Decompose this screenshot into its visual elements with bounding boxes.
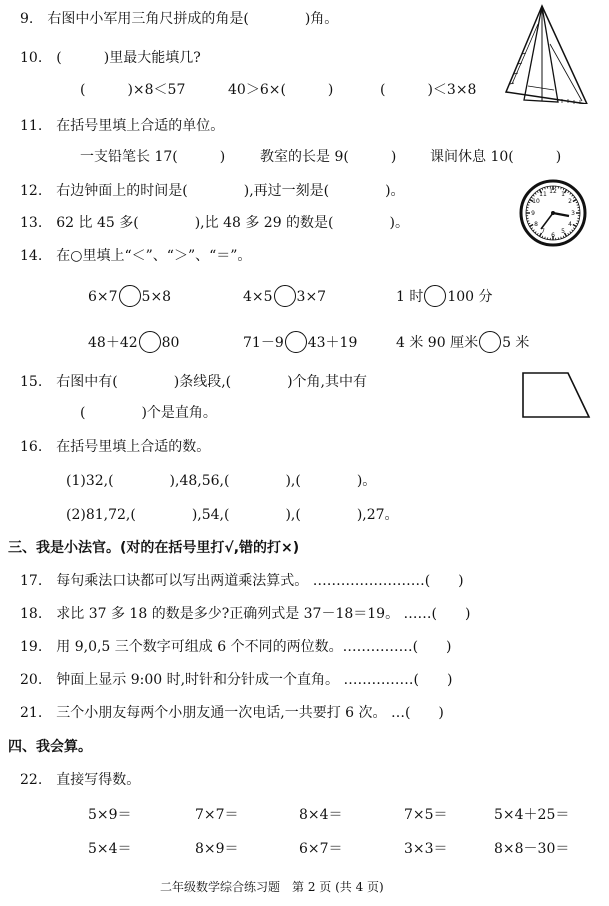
compare-circle[interactable]	[119, 285, 141, 307]
q10-blank-a[interactable]: ( )×8＜57	[80, 82, 186, 98]
section-4-heading: 四、我会算。	[8, 739, 92, 755]
calc-item[interactable]: 3×3＝	[404, 841, 448, 857]
svg-text:10: 10	[532, 198, 540, 205]
compare-circle[interactable]	[274, 285, 296, 307]
svg-text:11: 11	[539, 191, 547, 198]
judge-item-20[interactable]: 20. 钟面上显示 9:00 时,时针和分针成一个直角。 ……………( )	[20, 672, 453, 688]
compare-circle[interactable]	[479, 331, 501, 353]
question-14: 14. 在○里填上“＜”、“＞”、“＝”。	[20, 248, 252, 264]
judge-item-19[interactable]: 19. 用 9,0,5 三个数字可组成 6 个不同的两位数。……………( )	[20, 639, 452, 655]
compare-item: 48＋42 80	[88, 332, 179, 354]
compare-circle[interactable]	[424, 285, 446, 307]
question-13[interactable]: 13. 62 比 45 多( ),比 48 多 29 的数是( )。	[20, 215, 409, 231]
clock-face-figure	[519, 179, 587, 247]
section-3-heading: 三、我是小法官。(对的在括号里打√,错的打×)	[8, 540, 300, 556]
triangle-ruler-figure	[502, 4, 592, 104]
svg-text:7: 7	[541, 228, 545, 235]
question-12[interactable]: 12. 右边钟面上的时间是( ),再过一刻是( )。	[20, 183, 405, 199]
question-9: 9. 右图中小军用三角尺拼成的角是( )角。	[20, 11, 339, 27]
calc-item[interactable]: 7×5＝	[404, 807, 448, 823]
compare-item: 1 时 100 分	[396, 286, 493, 308]
calc-item[interactable]: 7×7＝	[195, 807, 239, 823]
sequence-2[interactable]: (2)81,72,( ),54,( ),( ),27。	[66, 507, 399, 523]
svg-text:2: 2	[568, 198, 572, 205]
compare-circle[interactable]	[139, 331, 161, 353]
svg-text:12: 12	[549, 188, 557, 195]
question-22: 22. 直接写得数。	[20, 772, 141, 788]
judge-item-18[interactable]: 18. 求比 37 多 18 的数是多少?正确列式是 37－18＝19。 ……( )	[20, 606, 471, 622]
compare-item: 71－9 43＋19	[243, 332, 357, 354]
question-11: 11. 在括号里填上合适的单位。	[20, 118, 225, 134]
q11-blank-a[interactable]: 一支铅笔长 17( )	[80, 149, 226, 165]
compare-item: 6×7 5×8	[88, 286, 171, 308]
question-10: 10. ( )里最大能填几?	[20, 50, 201, 66]
compare-item: 4×5 3×7	[243, 286, 326, 308]
sequence-1[interactable]: (1)32,( ),48,56,( ),( )。	[66, 473, 377, 489]
calc-item[interactable]: 5×4＝	[88, 841, 132, 857]
trapezoid-figure	[520, 370, 592, 420]
svg-text:1: 1	[561, 191, 565, 198]
calc-item[interactable]: 8×9＝	[195, 841, 239, 857]
question-16: 16. 在括号里填上合适的数。	[20, 439, 211, 455]
calc-item[interactable]: 5×4＋25＝	[494, 807, 570, 823]
svg-text:3: 3	[571, 210, 575, 217]
svg-text:8: 8	[534, 221, 538, 228]
compare-item: 4 米 90 厘米 5 米	[396, 332, 529, 354]
judge-item-17[interactable]: 17. 每句乘法口诀都可以写出两道乘法算式。 ……………………( )	[20, 573, 464, 589]
q11-blank-b[interactable]: 教室的长是 9( )	[260, 149, 397, 165]
calc-item[interactable]: 8×8－30＝	[494, 841, 570, 857]
compare-circle[interactable]	[285, 331, 307, 353]
question-15[interactable]: 15. 右图中有( )条线段,( )个角,其中有	[20, 374, 368, 390]
svg-text:5: 5	[561, 228, 565, 235]
q11-blank-c[interactable]: 课间休息 10( )	[430, 149, 562, 165]
svg-text:4: 4	[568, 221, 572, 228]
calc-item[interactable]: 5×9＝	[88, 807, 132, 823]
question-15-line2[interactable]: ( )个是直角。	[80, 405, 217, 421]
q10-blank-c[interactable]: ( )＜3×8	[380, 82, 477, 98]
svg-text:9: 9	[531, 210, 535, 217]
judge-item-21[interactable]: 21. 三个小朋友每两个小朋友通一次电话,一共要打 6 次。 …( )	[20, 705, 444, 721]
calc-item[interactable]: 6×7＝	[299, 841, 343, 857]
q10-blank-b[interactable]: 40＞6×( )	[228, 82, 334, 98]
page-footer: 二年级数学综合练习题 第 2 页 (共 4 页)	[160, 880, 384, 894]
svg-text:6: 6	[551, 232, 555, 239]
calc-item[interactable]: 8×4＝	[299, 807, 343, 823]
